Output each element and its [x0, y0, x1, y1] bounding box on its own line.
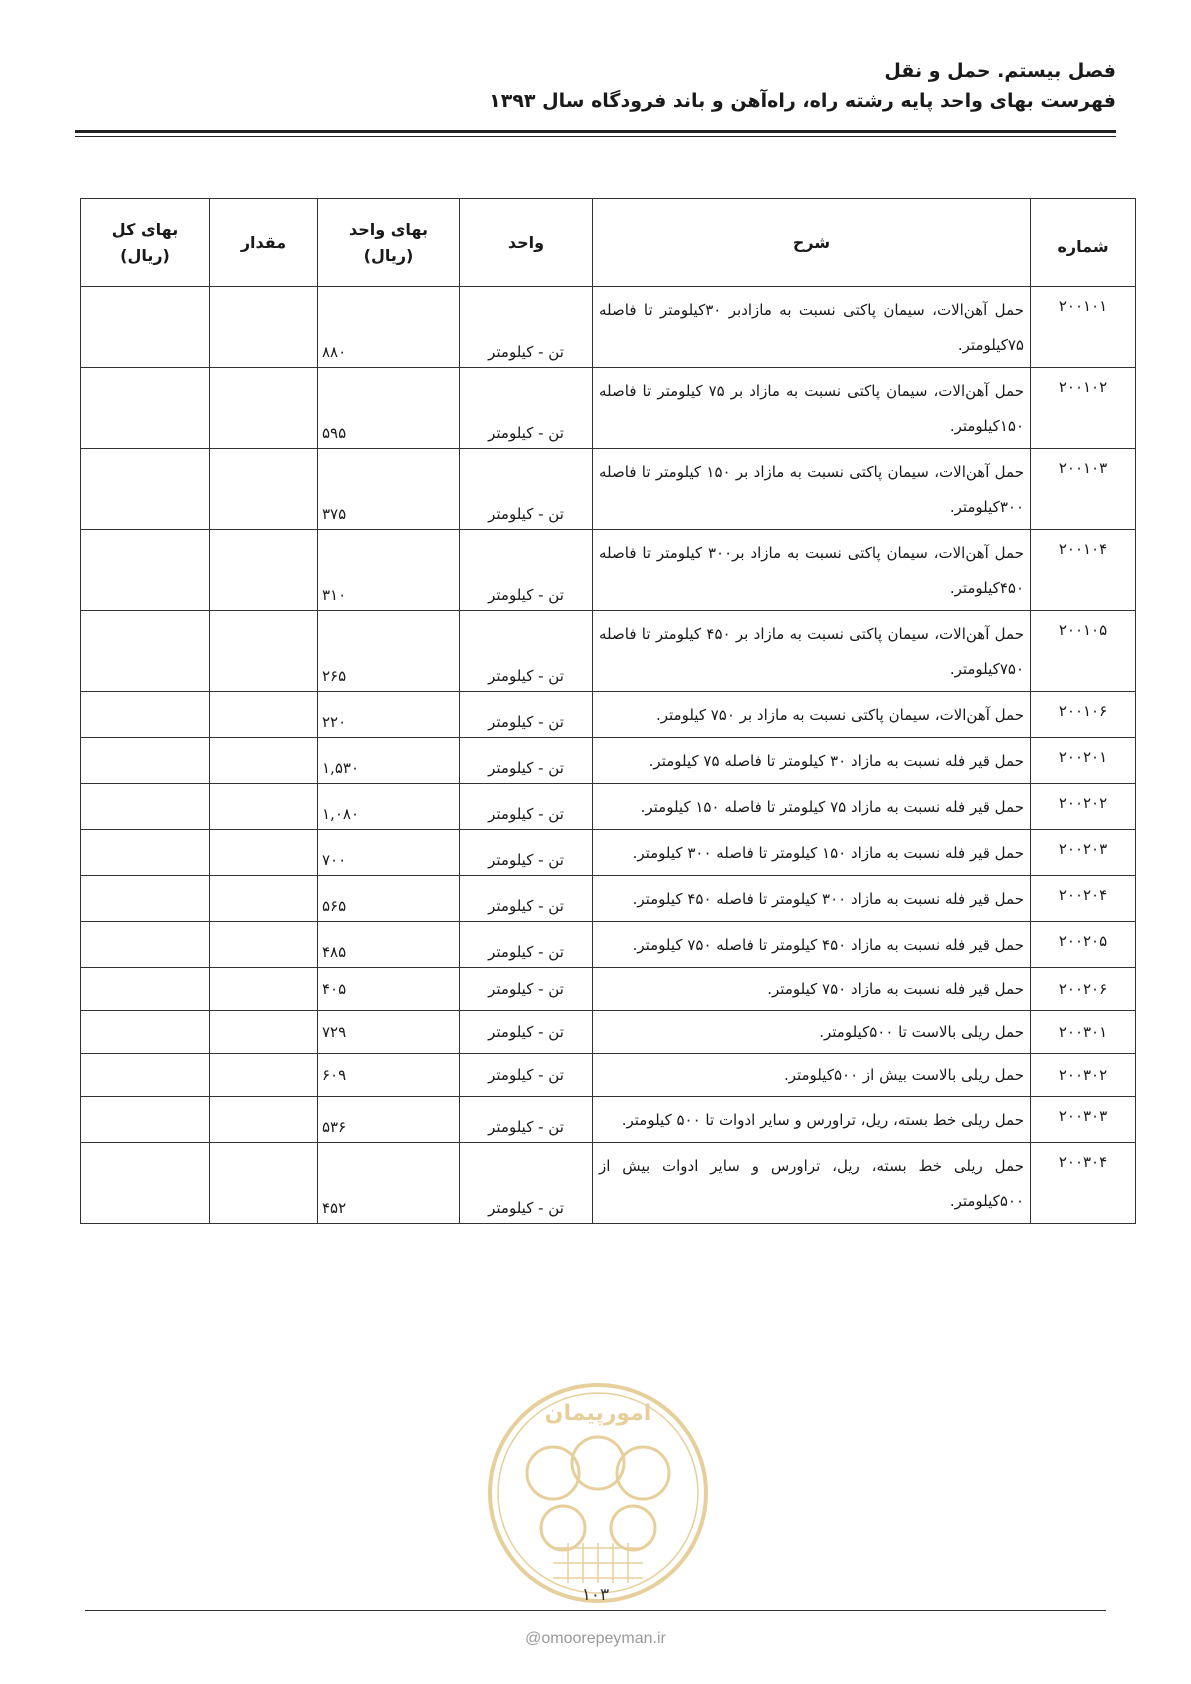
omoorepeyman-logo-watermark — [483, 1378, 713, 1608]
header-quantity: مقدار — [210, 199, 318, 287]
table-row — [81, 876, 1136, 922]
row-number: ۲۰۰۲۰۳ — [1031, 830, 1136, 876]
row-unit-price: ۳۱۰ — [318, 530, 460, 611]
row-description: حمل آهن‌الات، سیمان پاکتی نسبت به مازادبر ۳۰کیلومتر تا فاصله ۷۵کیلومتر. — [593, 287, 1031, 368]
row-total-price — [81, 784, 210, 830]
price-table — [80, 198, 1136, 1224]
row-unit: تن - کیلومتر — [460, 968, 593, 1011]
header-unit-price — [318, 199, 460, 287]
row-unit-price: ۵۹۵ — [318, 368, 460, 449]
row-quantity — [210, 830, 318, 876]
header-rule-thin — [75, 136, 1116, 137]
row-unit-price: ۲۶۵ — [318, 611, 460, 692]
row-total-price — [81, 1143, 210, 1224]
price-list-title: فهرست بهای واحد پایه رشته راه، راه‌آهن و باند فرودگاه سال ۱۳۹۳ — [489, 90, 1116, 112]
row-quantity — [210, 738, 318, 784]
table-body — [81, 287, 1136, 1224]
row-total-price — [81, 1054, 210, 1097]
header-total-price-label: بهای کل — [111, 219, 179, 239]
row-description: حمل آهن‌الات، سیمان پاکتی نسبت به مازاد بر۳۰۰ کیلومتر تا فاصله ۴۵۰کیلومتر. — [593, 530, 1031, 611]
row-unit: تن - کیلومتر — [460, 1097, 593, 1143]
row-total-price — [81, 876, 210, 922]
table-row — [81, 968, 1136, 1011]
row-quantity — [210, 692, 318, 738]
row-unit-price: ۴۸۵ — [318, 922, 460, 968]
watermark-name: امورپیمان — [544, 1401, 652, 1426]
row-total-price — [81, 1097, 210, 1143]
row-quantity — [210, 1143, 318, 1224]
row-description: حمل قیر فله نسبت به مازاد ۳۰ کیلومتر تا فاصله ۷۵ کیلومتر. — [593, 738, 1031, 784]
row-description: حمل ریلی خط بسته، ریل، تراورس و سایر ادوات بیش از ۵۰۰کیلومتر. — [593, 1143, 1031, 1224]
row-quantity — [210, 1054, 318, 1097]
row-number: ۲۰۰۳۰۴ — [1031, 1143, 1136, 1224]
row-description: حمل قیر فله نسبت به مازاد ۱۵۰ کیلومتر تا فاصله ۳۰۰ کیلومتر. — [593, 830, 1031, 876]
row-unit: تن - کیلومتر — [460, 922, 593, 968]
table-header-row — [81, 199, 1136, 287]
row-unit-price: ۴۰۵ — [318, 968, 460, 1011]
row-quantity — [210, 287, 318, 368]
row-description: حمل ریلی بالاست بیش از ۵۰۰کیلومتر. — [593, 1054, 1031, 1097]
row-quantity — [210, 876, 318, 922]
row-unit: تن - کیلومتر — [460, 530, 593, 611]
page-header — [76, 58, 1116, 116]
row-number: ۲۰۰۱۰۶ — [1031, 692, 1136, 738]
row-total-price — [81, 1011, 210, 1054]
footer-rule — [85, 1610, 1106, 1611]
row-total-price — [81, 922, 210, 968]
row-unit: تن - کیلومتر — [460, 876, 593, 922]
row-quantity — [210, 449, 318, 530]
header-unit-price-currency: (ریال) — [363, 245, 414, 265]
row-description: حمل قیر فله نسبت به مازاد ۷۵ کیلومتر تا فاصله ۱۵۰ کیلومتر. — [593, 784, 1031, 830]
table-row — [81, 611, 1136, 692]
row-unit-price: ۴۵۲ — [318, 1143, 460, 1224]
row-description: حمل ریلی بالاست تا ۵۰۰کیلومتر. — [593, 1011, 1031, 1054]
row-quantity — [210, 530, 318, 611]
table-row — [81, 449, 1136, 530]
row-unit-price: ۸۸۰ — [318, 287, 460, 368]
row-unit-price: ۲۲۰ — [318, 692, 460, 738]
row-unit: تن - کیلومتر — [460, 1011, 593, 1054]
row-total-price — [81, 830, 210, 876]
row-description: حمل آهن‌الات، سیمان پاکتی نسبت به مازاد بر ۴۵۰ کیلومتر تا فاصله ۷۵۰کیلومتر. — [593, 611, 1031, 692]
table-row — [81, 1097, 1136, 1143]
row-unit: تن - کیلومتر — [460, 368, 593, 449]
page-number: ۱۰۳ — [581, 1585, 610, 1605]
row-total-price — [81, 738, 210, 784]
row-number: ۲۰۰۱۰۲ — [1031, 368, 1136, 449]
row-number: ۲۰۰۳۰۱ — [1031, 1011, 1136, 1054]
header-description: شرح — [593, 199, 1031, 287]
row-number: ۲۰۰۲۰۶ — [1031, 968, 1136, 1011]
row-unit-price: ۱,۰۸۰ — [318, 784, 460, 830]
row-description: حمل آهن‌الات، سیمان پاکتی نسبت به مازاد بر ۱۵۰ کیلومتر تا فاصله ۳۰۰کیلومتر. — [593, 449, 1031, 530]
row-quantity — [210, 1011, 318, 1054]
row-quantity — [210, 368, 318, 449]
header-total-price-currency: (ریال) — [120, 245, 170, 265]
row-description: حمل قیر فله نسبت به مازاد ۳۰۰ کیلومتر تا فاصله ۴۵۰ کیلومتر. — [593, 876, 1031, 922]
table-row — [81, 1011, 1136, 1054]
row-total-price — [81, 530, 210, 611]
row-total-price — [81, 692, 210, 738]
row-total-price — [81, 449, 210, 530]
row-unit-price: ۵۶۵ — [318, 876, 460, 922]
table-row — [81, 830, 1136, 876]
header-unit: واحد — [460, 199, 593, 287]
row-number: ۲۰۰۱۰۴ — [1031, 530, 1136, 611]
website-url: @omoorepeyman.ir — [525, 1630, 666, 1647]
row-unit: تن - کیلومتر — [460, 1143, 593, 1224]
row-unit-price: ۵۳۶ — [318, 1097, 460, 1143]
header-rule-thick — [75, 130, 1116, 133]
row-unit: تن - کیلومتر — [460, 287, 593, 368]
row-number: ۲۰۰۲۰۱ — [1031, 738, 1136, 784]
row-total-price — [81, 968, 210, 1011]
row-number: ۲۰۰۲۰۲ — [1031, 784, 1136, 830]
row-unit-price: ۱,۵۳۰ — [318, 738, 460, 784]
row-unit: تن - کیلومتر — [460, 784, 593, 830]
header-number: شماره — [1031, 199, 1136, 287]
table-row — [81, 368, 1136, 449]
row-unit-price: ۶۰۹ — [318, 1054, 460, 1097]
row-quantity — [210, 922, 318, 968]
row-unit: تن - کیلومتر — [460, 738, 593, 784]
row-unit-price: ۷۲۹ — [318, 1011, 460, 1054]
header-unit-price-label: بهای واحد — [348, 219, 428, 239]
row-description: حمل قیر فله نسبت به مازاد ۷۵۰ کیلومتر. — [593, 968, 1031, 1011]
row-number: ۲۰۰۱۰۳ — [1031, 449, 1136, 530]
table-row — [81, 692, 1136, 738]
row-number: ۲۰۰۲۰۵ — [1031, 922, 1136, 968]
row-quantity — [210, 611, 318, 692]
row-unit-price: ۳۷۵ — [318, 449, 460, 530]
row-description: حمل آهن‌الات، سیمان پاکتی نسبت به مازاد بر ۷۵ کیلومتر تا فاصله ۱۵۰کیلومتر. — [593, 368, 1031, 449]
chapter-title: فصل بیستم. حمل و نقل — [884, 60, 1116, 82]
row-total-price — [81, 287, 210, 368]
row-unit: تن - کیلومتر — [460, 449, 593, 530]
row-unit: تن - کیلومتر — [460, 830, 593, 876]
table-row — [81, 738, 1136, 784]
table-row — [81, 922, 1136, 968]
table-row — [81, 530, 1136, 611]
row-number: ۲۰۰۱۰۱ — [1031, 287, 1136, 368]
table-row — [81, 1143, 1136, 1224]
row-unit: تن - کیلومتر — [460, 611, 593, 692]
row-number: ۲۰۰۲۰۴ — [1031, 876, 1136, 922]
row-description: حمل ریلی خط بسته، ریل، تراورس و سایر ادوات تا ۵۰۰ کیلومتر. — [593, 1097, 1031, 1143]
row-number: ۲۰۰۳۰۲ — [1031, 1054, 1136, 1097]
row-quantity — [210, 784, 318, 830]
row-description: حمل قیر فله نسبت به مازاد ۴۵۰ کیلومتر تا فاصله ۷۵۰ کیلومتر. — [593, 922, 1031, 968]
row-number: ۲۰۰۳۰۳ — [1031, 1097, 1136, 1143]
row-description: حمل آهن‌الات، سیمان پاکتی نسبت به مازاد بر ۷۵۰ کیلومتر. — [593, 692, 1031, 738]
row-quantity — [210, 968, 318, 1011]
header-total-price — [81, 199, 210, 287]
table-row — [81, 287, 1136, 368]
row-unit: تن - کیلومتر — [460, 1054, 593, 1097]
table-row — [81, 1054, 1136, 1097]
table-row — [81, 784, 1136, 830]
row-number: ۲۰۰۱۰۵ — [1031, 611, 1136, 692]
row-total-price — [81, 368, 210, 449]
row-unit-price: ۷۰۰ — [318, 830, 460, 876]
row-quantity — [210, 1097, 318, 1143]
row-unit: تن - کیلومتر — [460, 692, 593, 738]
row-total-price — [81, 611, 210, 692]
